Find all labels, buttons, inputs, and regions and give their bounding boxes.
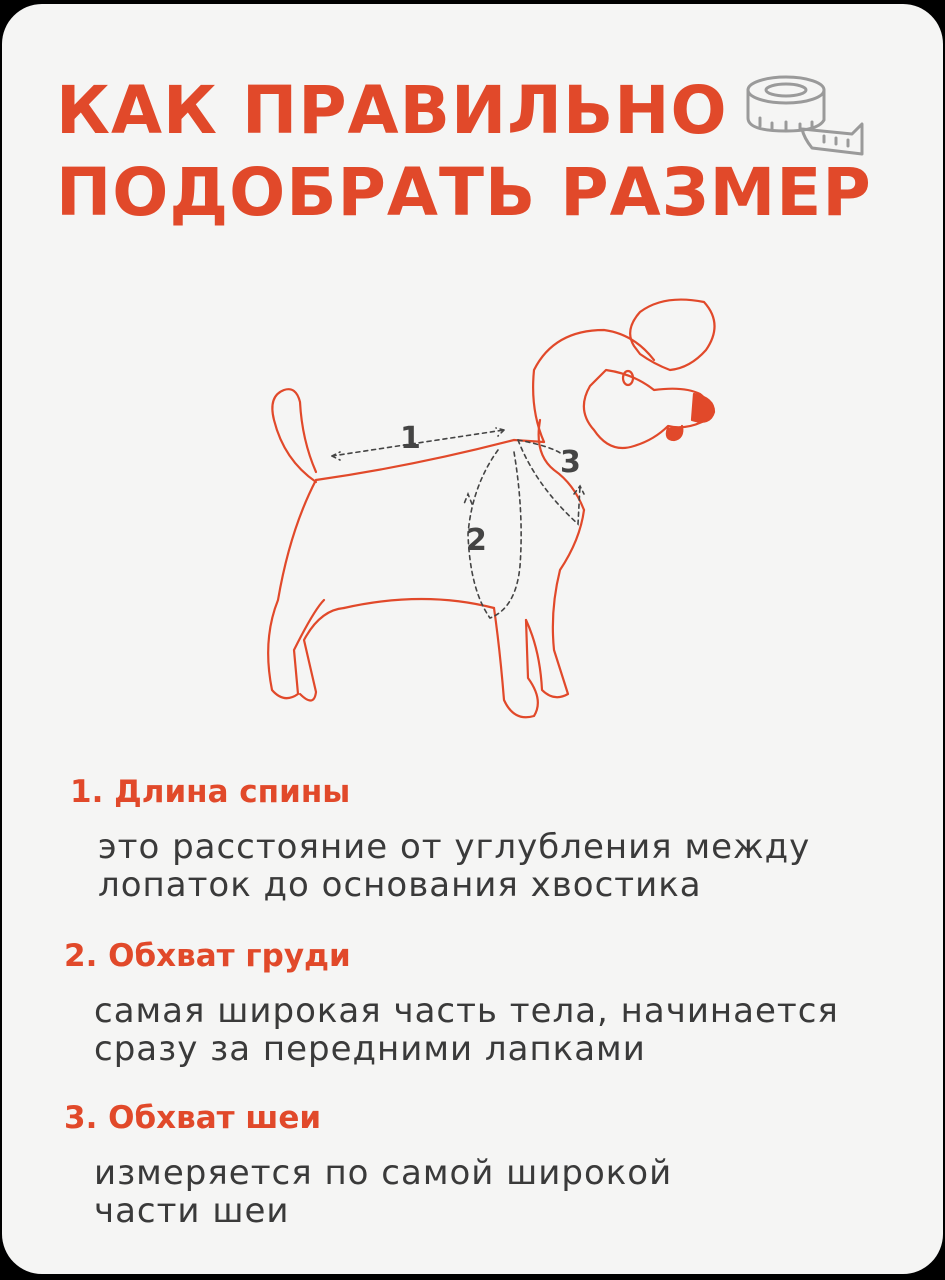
- dog-outline-illustration: [254, 290, 734, 730]
- item-desc-back-length-1: это расстояние от углубления между: [98, 827, 811, 867]
- item-heading-neck-girth: 3. Обхват шеи: [64, 1100, 322, 1136]
- item-desc-back-length-2: лопаток до основания хвостика: [98, 865, 702, 905]
- item-desc-chest-girth-1: самая широкая часть тела, начинается: [94, 991, 839, 1031]
- label-chest: 2: [466, 523, 487, 558]
- label-back: 1: [400, 421, 421, 456]
- item-desc-neck-girth-2: части шеи: [94, 1191, 290, 1231]
- title-line-2: ПОДОБРАТЬ РАЗМЕР: [56, 154, 872, 231]
- item-desc-neck-girth-1: измеряется по самой широкой: [94, 1153, 673, 1193]
- title-line-1: КАК ПРАВИЛЬНО: [56, 72, 728, 149]
- measuring-tape-icon: [742, 68, 870, 166]
- item-heading-back-length: 1. Длина спины: [70, 774, 351, 810]
- info-card: [2, 4, 943, 1274]
- item-heading-chest-girth: 2. Обхват груди: [64, 938, 351, 974]
- label-neck: 3: [560, 445, 581, 480]
- item-desc-chest-girth-2: сразу за передними лапками: [94, 1029, 646, 1069]
